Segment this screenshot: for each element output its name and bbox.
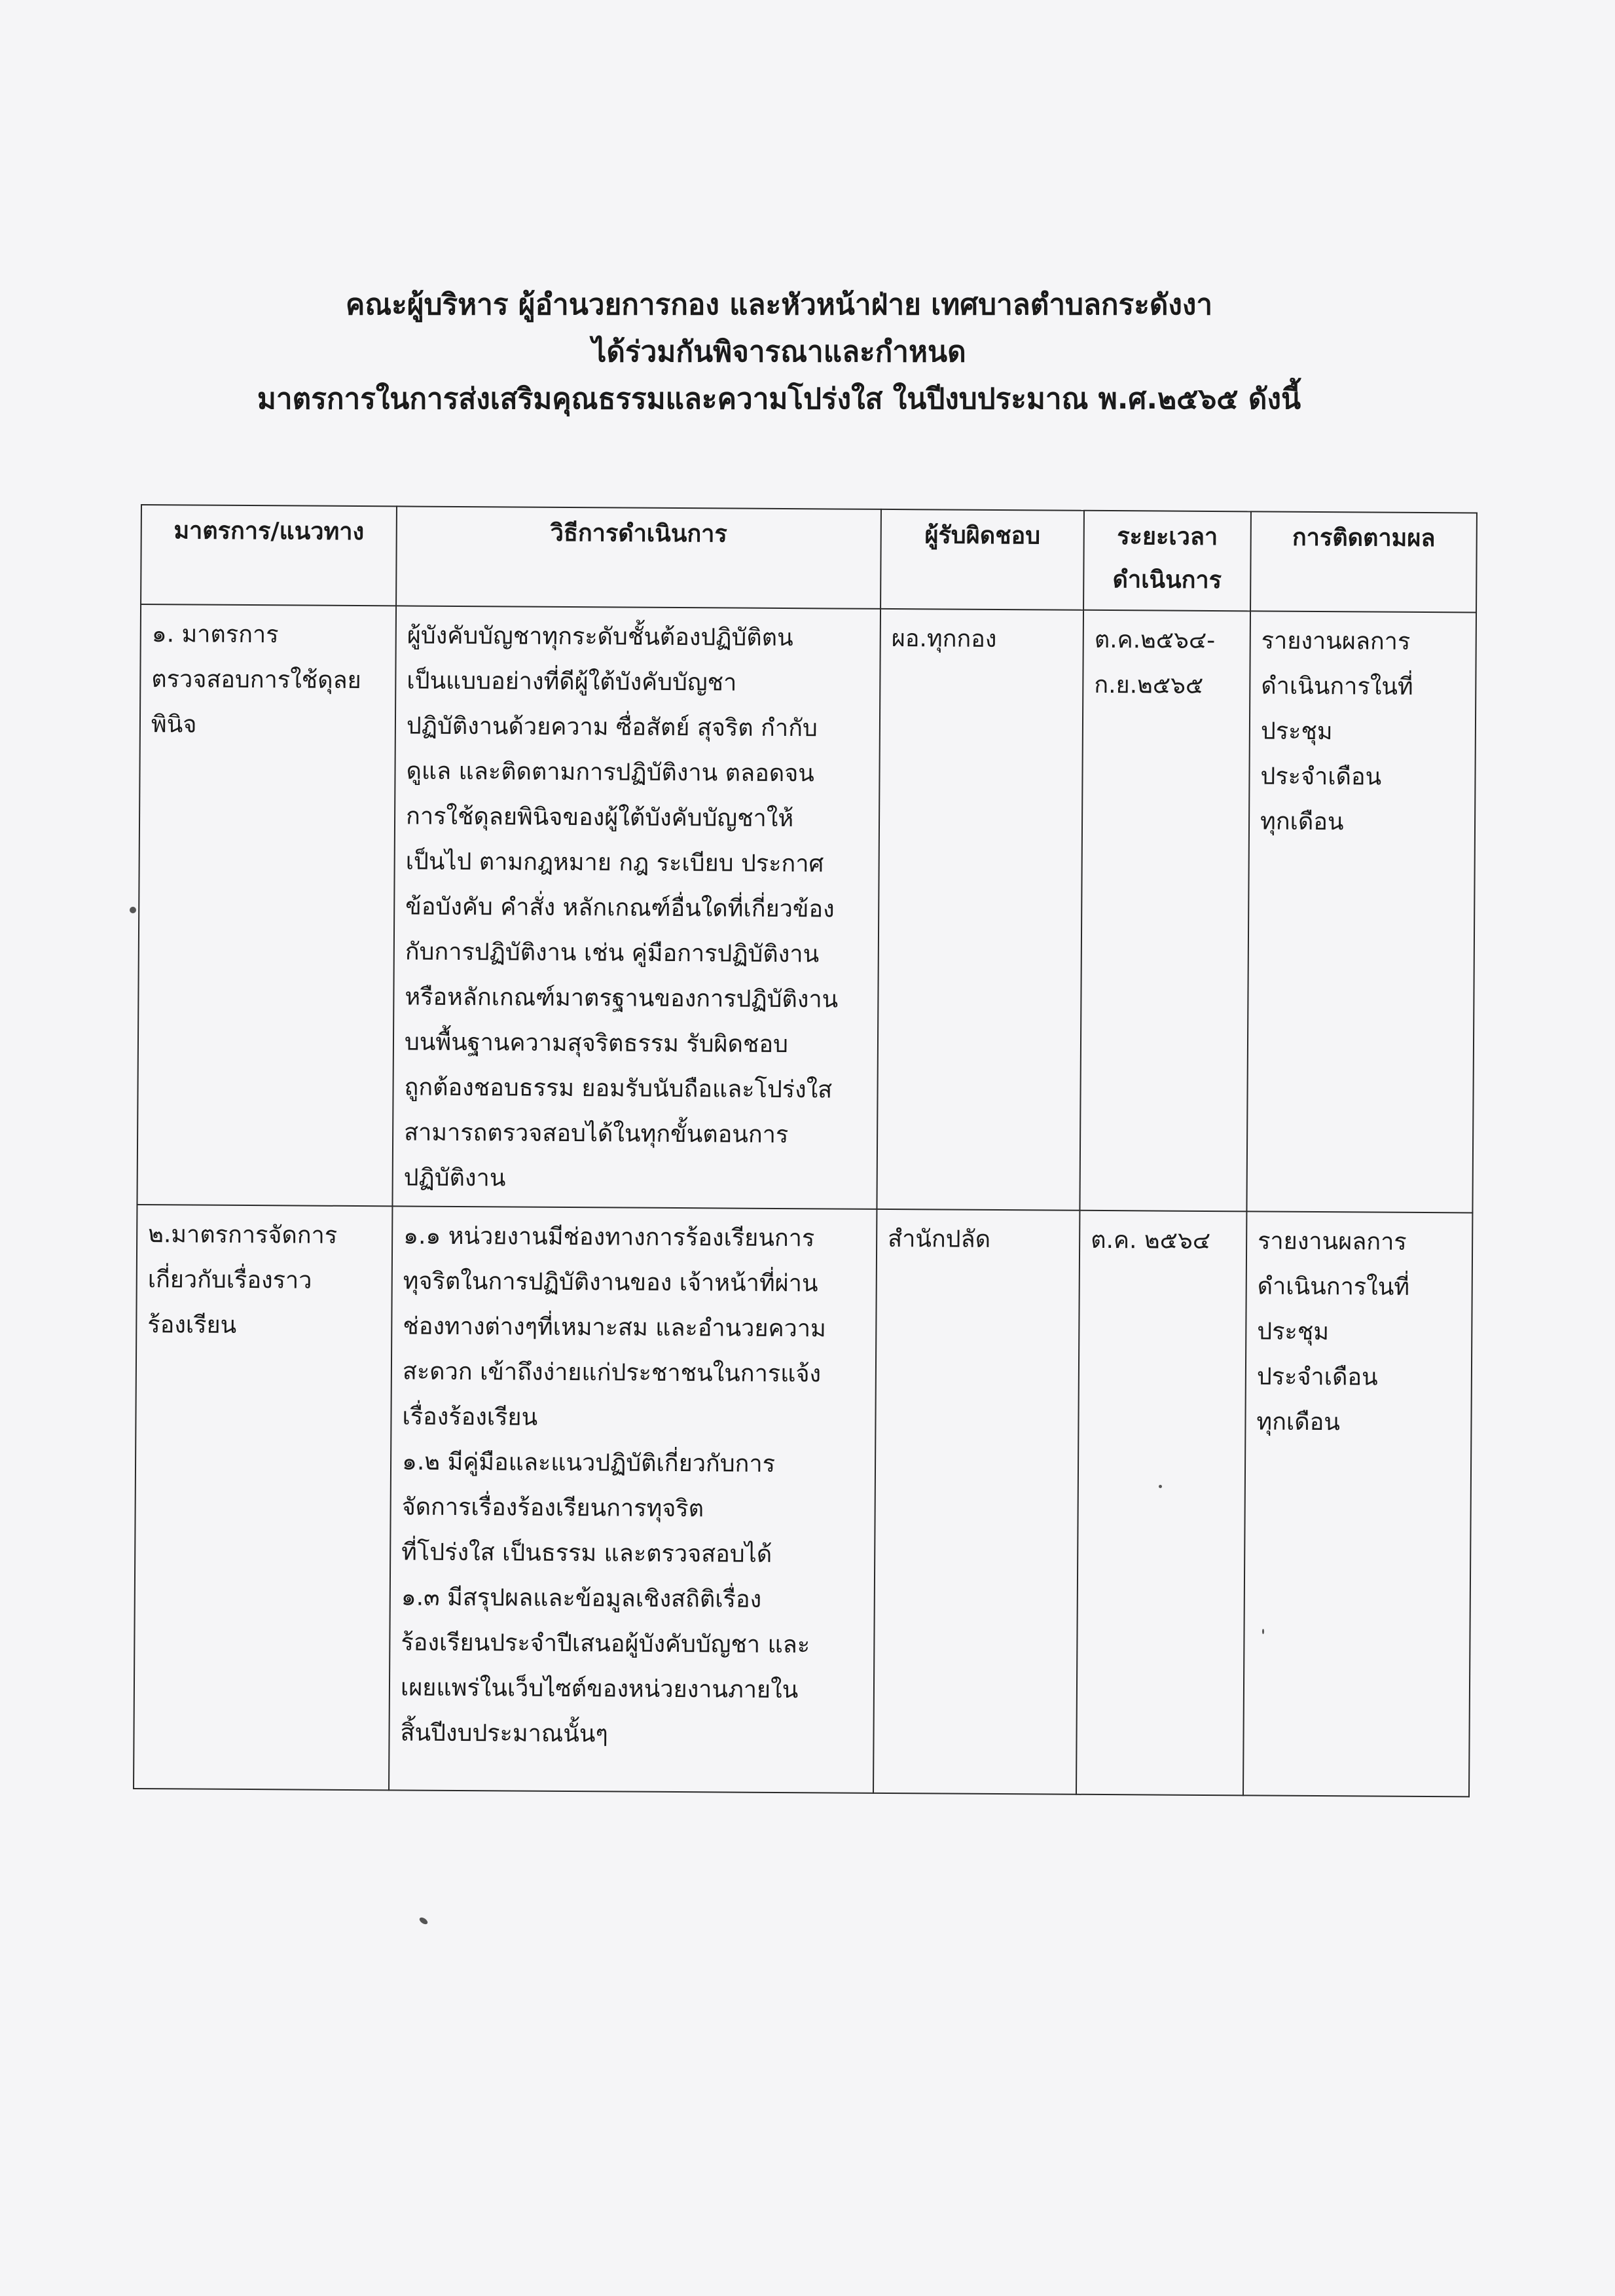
scan-speck <box>130 907 136 913</box>
method-cell-line: กับการปฏิบัติงาน เช่น คู่มือการปฏิบัติงาน <box>405 938 820 968</box>
method-cell-line: ร้องเรียนประจำปีเสนอผู้บังคับบัญชา และ <box>401 1629 810 1659</box>
method-cell-line: ๑.๑ หน่วยงานมีช่องทางการร้องเรียนการ <box>403 1222 815 1252</box>
followup-cell-line: ทุกเดือน <box>1260 808 1344 836</box>
method-cell-line: ช่องทางต่างๆที่เหมาะสม และอำนวยความ <box>403 1313 826 1343</box>
measure-cell <box>137 604 396 1206</box>
title-line-2: ได้ร่วมกันพิจารณาและกำหนด <box>592 335 966 369</box>
method-cell-line: ปฏิบัติงานด้วยความ ซื่อสัตย์ สุจริต กำกับ <box>406 712 818 742</box>
method-cell-line: เป็นไป ตามกฎหมาย กฎ ระเบียบ ประกาศ <box>405 848 824 878</box>
header-measure: มาตรการ/แนวทาง <box>141 505 397 606</box>
followup-cell-line: ดำเนินการในที่ <box>1261 672 1413 701</box>
method-cell-line: ผู้บังคับบัญชาทุกระดับชั้นต้องปฏิบัติตน <box>407 622 793 652</box>
followup-cell <box>1243 1211 1472 1796</box>
followup-cell-line: ประชุม <box>1257 1318 1330 1346</box>
method-cell-line: สิ้นปีงบประมาณนั้นๆ <box>400 1719 608 1748</box>
method-cell-line: ทุจริตในการปฏิบัติงานของ เจ้าหน้าที่ผ่าน <box>403 1267 818 1298</box>
period-cell-line: ต.ค.๒๕๖๔- <box>1094 626 1216 655</box>
method-cell-line: สามารถตรวจสอบได้ในทุกขั้นตอนการ <box>404 1119 789 1149</box>
method-cell <box>392 606 880 1209</box>
followup-cell-line: ประจำเดือน <box>1260 763 1382 791</box>
method-cell <box>389 1206 877 1793</box>
table-header-row <box>141 505 1477 612</box>
method-cell-line: ปฏิบัติงาน <box>403 1164 506 1192</box>
measure-cell <box>134 1205 392 1790</box>
scan-speck <box>418 1916 429 1926</box>
method-cell-line: เป็นแบบอย่างที่ดีผู้ใต้บังคับบัญชา <box>407 667 737 697</box>
measure-cell-line: ๒.มาตรการจัดการ <box>148 1221 338 1249</box>
document-title <box>196 282 1362 423</box>
method-cell-line: ข้อบังคับ คำสั่ง หลักเกณฑ์อื่นใดที่เกี่ยวข้อง <box>405 893 835 923</box>
header-period-line-1: ระยะเวลา <box>1117 523 1218 551</box>
responsible-cell <box>873 1209 1080 1795</box>
followup-cell-line: ทุกเดือน <box>1256 1408 1341 1436</box>
followup-cell-line: ประจำเดือน <box>1256 1363 1378 1391</box>
period-cell <box>1080 610 1250 1212</box>
header-period <box>1083 511 1251 611</box>
header-responsible: ผู้รับผิดชอบ <box>880 509 1084 610</box>
measure-cell-line: ๑. มาตรการ <box>151 621 279 649</box>
responsible-cell-line: ผอ.ทุกกอง <box>891 625 997 653</box>
followup-cell-line: ดำเนินการในที่ <box>1257 1273 1410 1301</box>
measure-cell-line: ร้องเรียน <box>147 1311 237 1339</box>
title-line-1: คณะผู้บริหาร ผู้อำนวยการกอง และหัวหน้าฝ่าย เทศบาลตำบลกระดังงา <box>345 288 1213 321</box>
table-row <box>134 1205 1472 1796</box>
method-cell-line: ดูแล และติดตามการปฏิบัติงาน ตลอดจน <box>406 757 814 788</box>
method-cell-line: ๑.๒ มีคู่มือและแนวปฏิบัติเกี่ยวกับการ <box>401 1448 776 1478</box>
method-cell-line: การใช้ดุลยพินิจของผู้ใต้บังคับบัญชาให้ <box>405 803 794 833</box>
followup-cell-line: รายงานผลการ <box>1261 627 1411 655</box>
measures-table <box>133 504 1478 1797</box>
table-row <box>137 604 1476 1212</box>
measure-cell-line: ตรวจสอบการใช้ดุลย <box>151 666 361 695</box>
header-followup: การติดตามผล <box>1250 511 1477 612</box>
responsible-cell-line: สำนักปลัด <box>888 1225 991 1253</box>
scan-speck <box>1262 1629 1264 1634</box>
method-cell-line: ถูกต้องชอบธรรม ยอมรับนับถือและโปร่งใส <box>404 1074 833 1104</box>
scan-speck <box>1159 1485 1162 1488</box>
method-cell-line: จัดการเรื่องร้องเรียนการทุจริต <box>401 1493 704 1523</box>
method-cell-line: ที่โปร่งใส เป็นธรรม และตรวจสอบได้ <box>401 1539 772 1568</box>
header-period-line-2: ดำเนินการ <box>1112 566 1222 594</box>
method-cell-line: สะดวก เข้าถึงง่ายแก่ประชาชนในการแจ้ง <box>402 1358 822 1388</box>
header-method: วิธีการดำเนินการ <box>396 506 881 609</box>
method-cell-line: บนพื้นฐานความสุจริตธรรม รับผิดชอบ <box>404 1029 789 1059</box>
period-cell-line: ต.ค. ๒๕๖๔ <box>1091 1226 1211 1255</box>
method-cell-line: ๑.๓ มีสรุปผลและข้อมูลเชิงสถิติเรื่อง <box>401 1584 762 1613</box>
method-cell-line: เผยแพร่ในเว็บไซต์ของหน่วยงานภายใน <box>400 1674 799 1704</box>
period-cell-line: ก.ย.๒๕๖๕ <box>1094 671 1204 699</box>
method-cell-line: เรื่องร้องเรียน <box>402 1403 538 1431</box>
followup-cell <box>1246 611 1476 1212</box>
followup-cell-line: รายงานผลการ <box>1258 1228 1407 1256</box>
period-cell <box>1076 1211 1246 1796</box>
responsible-cell <box>877 609 1083 1211</box>
measure-cell-line: เกี่ยวกับเรื่องราว <box>147 1266 312 1294</box>
measure-cell-line: พินิจ <box>151 711 197 738</box>
method-cell-line: หรือหลักเกณฑ์มาตรฐานของการปฏิบัติงาน <box>405 983 839 1013</box>
title-line-3: มาตรการในการส่งเสริมคุณธรรมและความโปร่งใส ในปีงบประมาณ พ.ศ.๒๕๖๕ ดังนี้ <box>257 382 1301 416</box>
followup-cell-line: ประชุม <box>1260 718 1333 746</box>
